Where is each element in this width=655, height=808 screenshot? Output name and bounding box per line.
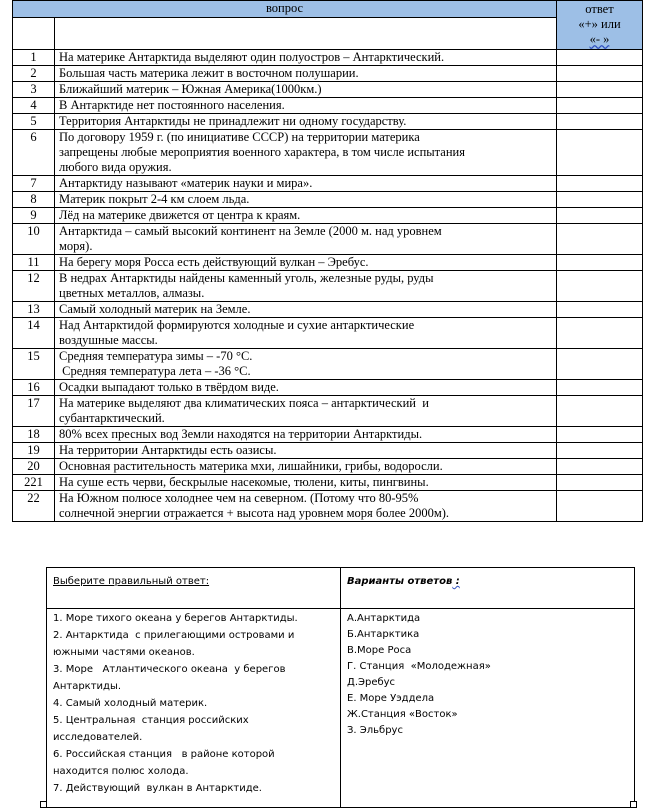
question-line: Осадки выпадают только в твёрдом виде. [59,380,279,394]
header-blank-cell [55,17,557,49]
question-line: воздушные массы. [59,333,158,347]
table-row [13,50,643,66]
task-item: 7. Действующий вулкан в Антарктиде. [53,783,262,794]
row-number: 22 [13,491,55,522]
table-row [13,176,643,192]
header-answer-line-2: «+» или [578,17,621,31]
quiz-table [12,0,643,522]
row-number: 5 [13,114,55,130]
task-item: находится полюс холода. [53,766,189,777]
question-line: Лёд на материке движется от центра к краям. [59,208,301,222]
question-line: На материке выделяют два климатических пояса – антарктический и [59,396,429,410]
table-row [13,475,643,491]
question-line: Самый холодный материк на Земле. [59,302,251,316]
row-answer-cell[interactable] [557,130,643,176]
question-line: Территория Антарктиды не принадлежит ни одному государству. [59,114,407,128]
row-number: 18 [13,427,55,443]
row-question [55,192,557,208]
row-question [55,224,557,255]
table-header-row [13,1,643,18]
row-number: 8 [13,192,55,208]
question-line: запрещены любые мероприятия военного характера, в том числе испытания [59,145,465,159]
question-line: Материк покрыт 2-4 км слоем льда. [59,192,250,206]
option-item: В.Море Роса [347,645,412,656]
row-question [55,208,557,224]
task-list [53,611,334,797]
row-question [55,427,557,443]
question-line: цветных металлов, алмазы. [59,286,205,300]
row-number: 11 [13,255,55,271]
table-row [13,443,643,459]
table-row [13,130,643,176]
matching-options-cell [341,609,635,808]
row-question [55,82,557,98]
question-line: Над Антарктидой формируются холодные и сухие антарктические [59,318,415,332]
row-answer-cell[interactable] [557,82,643,98]
row-answer-cell[interactable] [557,208,643,224]
question-line: субантарктический. [59,411,165,425]
question-line: В недрах Антарктиды найдены каменный уголь, железные руды, руды [59,271,434,285]
option-item: Д.Эребус [347,677,396,688]
row-question [55,50,557,66]
row-answer-cell[interactable] [557,66,643,82]
matching-header-row [47,568,635,609]
question-line: Антарктида – самый высокий континент на Земле (2000 м. над уровнем [59,224,442,238]
question-line: Средняя температура зимы – -70 °С. [59,349,253,363]
question-line: На Южном полюсе холоднее чем на северном. (Потому что 80-95% [59,491,419,505]
row-question [55,318,557,349]
row-number: 19 [13,443,55,459]
row-number: 14 [13,318,55,349]
row-number: 9 [13,208,55,224]
row-question [55,66,557,82]
row-answer-cell[interactable] [557,192,643,208]
table-row [13,380,643,396]
table-row [13,224,643,255]
row-number: 2 [13,66,55,82]
header-answer [557,1,643,50]
matching-right-header-text: Варианты ответов [347,576,453,587]
row-answer-cell[interactable] [557,459,643,475]
row-answer-cell[interactable] [557,380,643,396]
quiz-body [13,50,643,522]
table-row [13,459,643,475]
row-number: 16 [13,380,55,396]
row-answer-cell[interactable] [557,396,643,427]
task-item: южными частями океанов. [53,647,195,658]
row-question [55,475,557,491]
option-list [347,611,628,739]
task-item: 5. Центральная станция российских [53,715,249,726]
table-corner-marker [630,801,637,808]
row-question [55,380,557,396]
row-question [55,114,557,130]
row-number: 13 [13,302,55,318]
row-answer-cell[interactable] [557,50,643,66]
row-question [55,459,557,475]
table-row [13,349,643,380]
row-number: 4 [13,98,55,114]
matching-tasks-cell [47,609,341,808]
row-question [55,349,557,380]
option-item: Ж.Станция «Восток» [347,709,458,720]
task-item: 3. Море Атлантического океана у берегов [53,664,286,675]
row-answer-cell[interactable] [557,475,643,491]
header-number-cell [13,17,55,49]
question-line: Большая часть материка лежит в восточном полушарии. [59,66,359,80]
question-line: В Антарктиде нет постоянного населения. [59,98,285,112]
question-line: На берегу моря Росса есть действующий вулкан – Эребус. [59,255,369,269]
table-row [13,114,643,130]
header-question: вопрос [13,1,557,18]
question-line: Основная растительность материка мхи, лишайники, грибы, водоросли. [59,459,443,473]
question-line: На материке Антарктида выделяют один полуостров – Антарктический. [59,50,445,64]
option-item: Г. Станция «Молодежная» [347,661,491,672]
table-row [13,271,643,302]
row-answer-cell[interactable] [557,255,643,271]
row-answer-cell[interactable] [557,302,643,318]
row-number: 7 [13,176,55,192]
row-question [55,302,557,318]
row-answer-cell[interactable] [557,176,643,192]
option-item: А.Антарктида [347,613,421,624]
row-question [55,271,557,302]
option-item: Б.Антарктика [347,629,420,640]
task-item: исследователей. [53,732,143,743]
table-subheader-row [13,17,643,49]
table-row [13,82,643,98]
row-answer-cell[interactable] [557,427,643,443]
table-row [13,427,643,443]
table-row [13,98,643,114]
row-number: 6 [13,130,55,176]
task-item: Антарктиды. [53,681,122,692]
matching-table [46,567,635,808]
table-row [13,208,643,224]
task-item: 1. Море тихого океана у берегов Антарктиды. [53,613,298,624]
row-number: 221 [13,475,55,491]
row-answer-cell[interactable] [557,271,643,302]
row-question [55,443,557,459]
header-answer-line-1: ответ [585,2,614,16]
row-answer-cell[interactable] [557,318,643,349]
table-row [13,318,643,349]
question-line: солнечной энергии отражается + высота над уровнем моря более 2000м). [59,506,450,520]
matching-body-row [47,609,635,808]
header-answer-line-3: «- » [589,32,610,46]
row-answer-cell[interactable] [557,443,643,459]
row-question [55,396,557,427]
question-line: 80% всех пресных вод Земли находятся на территории Антарктиды. [59,427,423,441]
question-line: моря). [59,239,93,253]
row-number: 12 [13,271,55,302]
row-question [55,255,557,271]
question-line: По договору 1959 г. (по инициативе СССР) на территории материка [59,130,420,144]
row-number: 10 [13,224,55,255]
row-answer-cell[interactable] [557,114,643,130]
table-row [13,396,643,427]
option-item: З. Эльбрус [347,725,403,736]
question-line: Антарктиду называют «материк науки и мира». [59,176,313,190]
row-answer-cell[interactable] [557,98,643,114]
matching-right-header [341,568,635,609]
task-item: 2. Антарктида с прилегающими островами и [53,630,295,641]
question-line: Ближайший материк – Южная Америка(1000км.) [59,82,322,96]
table-row [13,302,643,318]
row-question [55,491,557,522]
option-item: Е. Море Уэддела [347,693,435,704]
table-row [13,192,643,208]
task-item: 6. Российская станция в районе которой [53,749,275,760]
row-answer-cell[interactable] [557,349,643,380]
task-item: 4. Самый холодный материк. [53,698,208,709]
row-answer-cell[interactable] [557,224,643,255]
question-line: На территории Антарктиды есть оазисы. [59,443,277,457]
table-row [13,491,643,522]
question-line: На суше есть черви, бескрылые насекомые, тюлени, киты, пингвины. [59,475,429,489]
row-question [55,98,557,114]
question-line: Средняя температура лета – -36 °С. [59,364,251,378]
row-number: 20 [13,459,55,475]
row-number: 1 [13,50,55,66]
row-number: 17 [13,396,55,427]
row-number: 3 [13,82,55,98]
table-corner-marker [40,801,47,808]
table-row [13,66,643,82]
table-row [13,255,643,271]
row-answer-cell[interactable] [557,491,643,522]
row-question [55,130,557,176]
row-number: 15 [13,349,55,380]
matching-right-header-mark: : [452,576,460,587]
matching-left-header: Выберите правильный ответ: [47,568,341,609]
question-line: любого вида оружия. [59,160,172,174]
row-question [55,176,557,192]
